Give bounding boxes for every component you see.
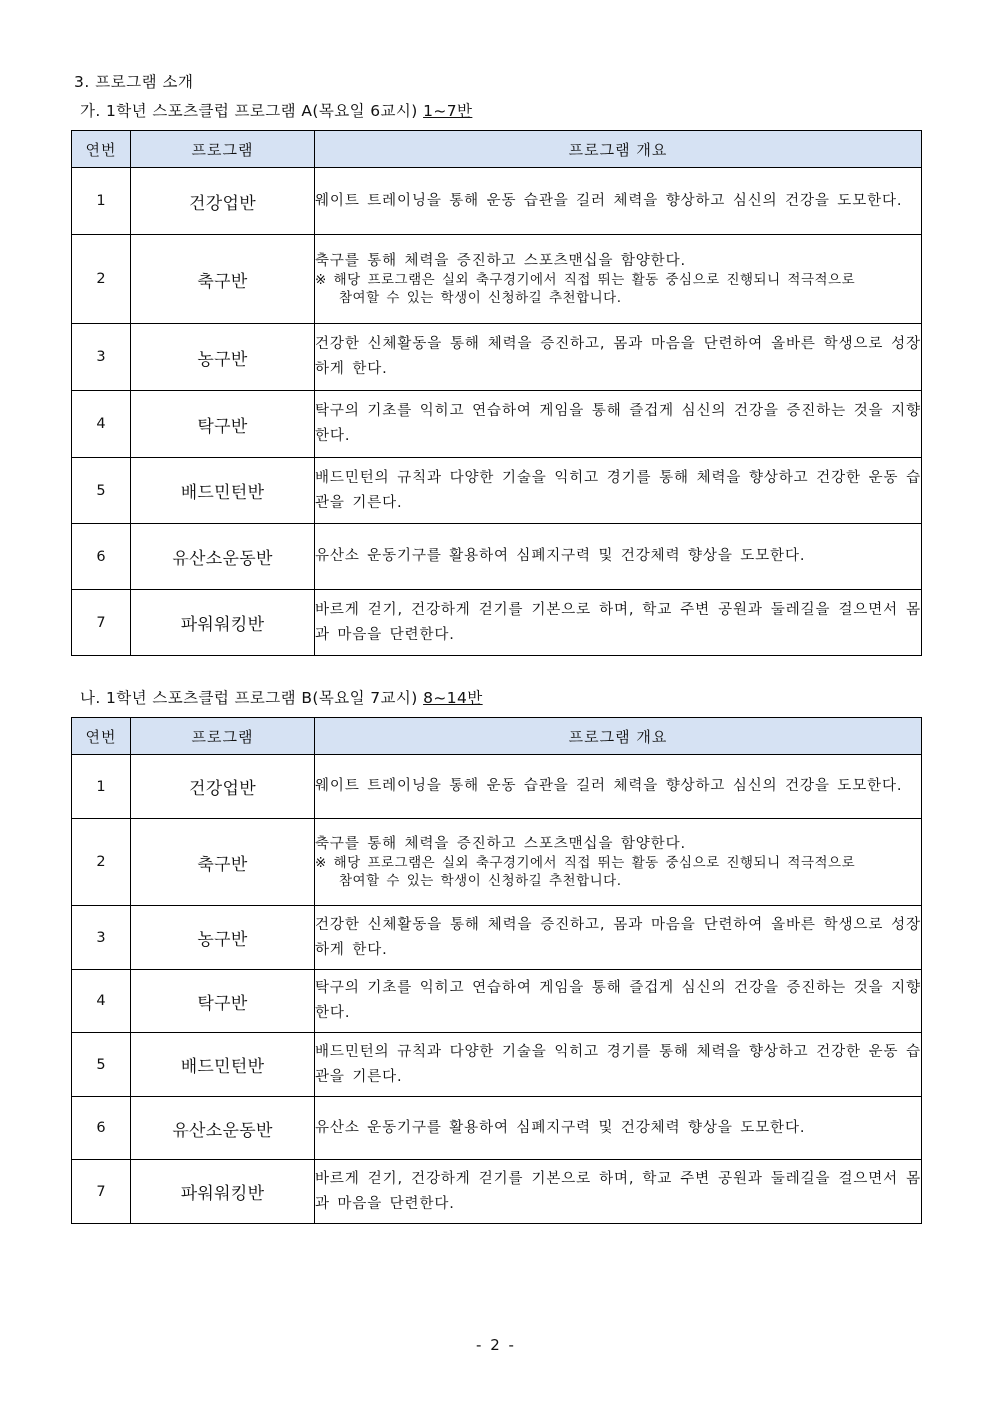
header-number: 연번 (72, 718, 131, 755)
program-description: 배드민턴의 규칙과 다양한 기술을 익히고 경기를 통해 체력을 향상하고 건강한 운동 습관을 기른다. (315, 458, 922, 524)
program-description: 바르게 걷기, 건강하게 걷기를 기본으로 하며, 학교 주변 공원과 둘레길을 걸으면서 몸과 마음을 단련한다. (315, 1160, 922, 1224)
program-description: 유산소 운동기구를 활용하여 심폐지구력 및 건강체력 향상을 도모한다. (315, 524, 922, 590)
table-row (72, 324, 922, 391)
table-row (72, 1097, 922, 1160)
program-name: 유산소운동반 (131, 1097, 315, 1160)
row-number: 5 (72, 458, 131, 524)
row-number: 6 (72, 1097, 131, 1160)
program-name: 탁구반 (131, 970, 315, 1033)
header-program: 프로그램 (131, 718, 315, 755)
row-number: 3 (72, 906, 131, 970)
header-number: 연번 (72, 131, 131, 168)
program-description: 배드민턴의 규칙과 다양한 기술을 익히고 경기를 통해 체력을 향상하고 건강한 운동 습관을 기른다. (315, 1033, 922, 1097)
row-number: 2 (72, 819, 131, 906)
table-row (72, 524, 922, 590)
program-name: 유산소운동반 (131, 524, 315, 590)
table-row (72, 235, 922, 324)
program-name: 농구반 (131, 324, 315, 391)
program-description: 바르게 걷기, 건강하게 걷기를 기본으로 하며, 학교 주변 공원과 둘레길을 걸으면서 몸과 마음을 단련한다. (315, 590, 922, 656)
table-b-title (80, 686, 483, 708)
program-description: 유산소 운동기구를 활용하여 심폐지구력 및 건강체력 향상을 도모한다. (315, 1097, 922, 1160)
description-main: 축구를 통해 체력을 증진하고 스포츠맨십을 함양한다. (315, 836, 687, 852)
table-a-title-classes: 1~7반 (423, 102, 473, 120)
table-a-title-prefix: 가. 1학년 스포츠클럽 프로그램 A(목요일 6교시) (80, 102, 424, 120)
program-name: 축구반 (131, 235, 315, 324)
program-description: 탁구의 기초를 익히고 연습하여 게임을 통해 즐겁게 심신의 건강을 증진하는 것을 지향한다. (315, 970, 922, 1033)
table-row (72, 458, 922, 524)
header-overview: 프로그램 개요 (315, 718, 922, 755)
table-row (72, 590, 922, 656)
row-number: 7 (72, 590, 131, 656)
table-row (72, 970, 922, 1033)
row-number: 6 (72, 524, 131, 590)
description-note-cont: 참여할 수 있는 학생이 신청하길 추천합니다. (339, 873, 622, 889)
table-row (72, 1160, 922, 1224)
program-table-b (71, 717, 922, 1224)
program-name: 건강업반 (131, 168, 315, 235)
row-number: 4 (72, 391, 131, 458)
program-description (315, 819, 922, 906)
row-number: 1 (72, 168, 131, 235)
table-row (72, 1033, 922, 1097)
table-header-row (72, 131, 922, 168)
program-description: 웨이트 트레이닝을 통해 운동 습관을 길러 체력을 향상하고 심신의 건강을 도모한다. (315, 755, 922, 819)
program-description: 탁구의 기초를 익히고 연습하여 게임을 통해 즐겁게 심신의 건강을 증진하는 것을 지향한다. (315, 391, 922, 458)
table-header-row (72, 718, 922, 755)
header-overview: 프로그램 개요 (315, 131, 922, 168)
row-number: 7 (72, 1160, 131, 1224)
table-row (72, 168, 922, 235)
row-number: 3 (72, 324, 131, 391)
program-name: 배드민턴반 (131, 458, 315, 524)
program-table-a (71, 130, 922, 656)
row-number: 5 (72, 1033, 131, 1097)
section-title: 3. 프로그램 소개 (74, 73, 194, 91)
row-number: 1 (72, 755, 131, 819)
program-description: 건강한 신체활동을 통해 체력을 증진하고, 몸과 마음을 단련하여 올바른 학생으로 성장하게 한다. (315, 906, 922, 970)
program-name: 파워워킹반 (131, 1160, 315, 1224)
description-main: 축구를 통해 체력을 증진하고 스포츠맨십을 함양한다. (315, 253, 687, 269)
table-row (72, 755, 922, 819)
description-note: ※ 해당 프로그램은 실외 축구경기에서 직접 뛰는 활동 중심으로 진행되니 적극적으로 (315, 855, 856, 871)
program-name: 파워워킹반 (131, 590, 315, 656)
program-name: 축구반 (131, 819, 315, 906)
table-b-title-classes: 8~14반 (423, 689, 483, 707)
program-name: 탁구반 (131, 391, 315, 458)
program-description: 웨이트 트레이닝을 통해 운동 습관을 길러 체력을 향상하고 심신의 건강을 도모한다. (315, 168, 922, 235)
program-description: 건강한 신체활동을 통해 체력을 증진하고, 몸과 마음을 단련하여 올바른 학생으로 성장하게 한다. (315, 324, 922, 391)
page-number: - 2 - (476, 1336, 516, 1354)
row-number: 2 (72, 235, 131, 324)
table-b-title-prefix: 나. 1학년 스포츠클럽 프로그램 B(목요일 7교시) (80, 689, 424, 707)
program-name: 배드민턴반 (131, 1033, 315, 1097)
table-row (72, 819, 922, 906)
table-row (72, 906, 922, 970)
description-note-cont: 참여할 수 있는 학생이 신청하길 추천합니다. (339, 290, 622, 306)
table-row (72, 391, 922, 458)
header-program: 프로그램 (131, 131, 315, 168)
row-number: 4 (72, 970, 131, 1033)
program-name: 농구반 (131, 906, 315, 970)
description-note: ※ 해당 프로그램은 실외 축구경기에서 직접 뛰는 활동 중심으로 진행되니 적극적으로 (315, 272, 856, 288)
table-a-title (80, 99, 472, 121)
program-description (315, 235, 922, 324)
program-name: 건강업반 (131, 755, 315, 819)
